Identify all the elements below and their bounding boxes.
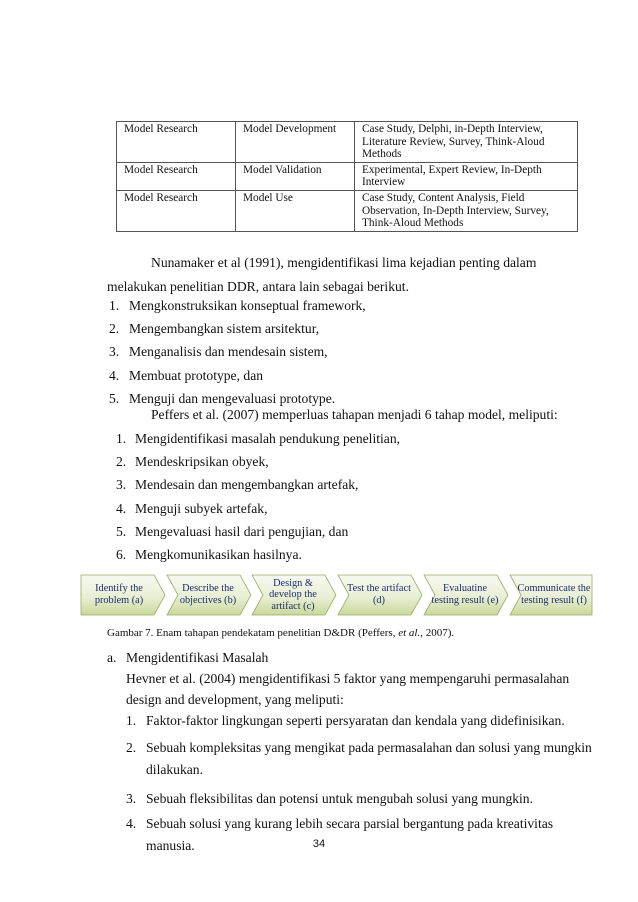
page-number: 34 (312, 838, 326, 850)
list-item (126, 791, 533, 807)
list-item-text: Mengembangkan sistem arsitektur, (129, 321, 320, 337)
table-cell: Model Research (117, 122, 236, 163)
list-item-text: Sebuah fleksibilitas dan potensi untuk mengubah solusi yang mungkin. (146, 791, 534, 806)
list-item (116, 454, 269, 470)
list-item-text: Faktor-faktor lingkungan seperti persyaratan dan kendala yang didefinisikan. (146, 713, 565, 728)
list-item-text: Menguji subyek artefak, (135, 500, 268, 516)
list-item-text: Mendesain dan mengembangkan artefak, (135, 477, 359, 493)
process-flow-diagram (80, 570, 600, 620)
process-step-label: Test the artifact (d) (347, 583, 411, 606)
list-item-number: 1. (126, 713, 137, 728)
caption-italic: et al. (398, 627, 421, 639)
table-cell: Experimental, Expert Review, In-Depth Interview (355, 162, 578, 190)
section-a-line2: design and development, yang meliputi: (126, 692, 344, 707)
list-item-text: Menganalisis dan mendesain sistem, (129, 344, 328, 360)
process-step (251, 570, 337, 620)
section-a-label: a. (107, 650, 117, 665)
table-cell: Model Development (236, 122, 355, 163)
table-cell: Model Research (117, 190, 236, 231)
list-item (116, 431, 400, 447)
table-cell: Model Use (236, 190, 355, 231)
caption-prefix: Gambar 7. Enam tahapan pendekatam penelitian D&DR (Peffers, (107, 627, 399, 639)
list-item-number: 1. (116, 431, 127, 446)
table-cell: Case Study, Delphi, in-Depth Interview, Literature Review, Survey, Think-Aloud Methods (355, 122, 578, 163)
process-step-label: Design & develop the artifact (c) (269, 577, 317, 612)
list-item-continuation: manusia. (146, 838, 195, 853)
table-cell: Model Validation (236, 162, 355, 190)
section-a-line1: Hevner et al. (2004) mengidentifikasi 5 faktor yang mempengaruhi permasalahan (126, 671, 570, 686)
table-row (117, 122, 578, 163)
list-item-text: Membuat prototype, dan (129, 367, 264, 383)
list-item-number: 6. (116, 547, 127, 562)
list-item (116, 501, 268, 517)
table-cell: Case Study, Content Analysis, Field Observation, In-Depth Interview, Survey, Think-Aloud Methods (355, 190, 578, 231)
process-step-label: Communicate the testing result (f) (517, 583, 591, 606)
list-item-continuation: dilakukan. (146, 762, 204, 777)
process-step-label: Identify the problem (a) (94, 583, 144, 606)
list-item (126, 816, 553, 832)
process-step (80, 570, 166, 620)
section-a-heading (107, 650, 268, 666)
list-item-number: 4. (109, 367, 120, 383)
caption-suffix: , 2007). (420, 627, 455, 639)
list-item-text: Mengkonstruksikan konseptual framework, (129, 298, 366, 313)
section-a-title: Mengidentifikasi Masalah (126, 650, 269, 665)
process-step (337, 570, 423, 620)
process-step (509, 570, 595, 620)
list-item-number: 2. (116, 454, 127, 470)
list-item (116, 524, 348, 540)
list-item-number: 1. (109, 298, 120, 313)
list-item-number: 3. (126, 791, 137, 806)
list-item (116, 477, 358, 493)
paragraph-nunamaker-line1: Nunamaker et al (1991), mengidentifikasi lima kejadian penting dalam (151, 255, 537, 270)
paragraph-nunamaker-line2: melakukan penelitian DDR, antara lain sebagai berikut. (107, 279, 409, 294)
list-item (109, 344, 328, 360)
list-item-text: Mengevaluasi hasil dari pengujian, dan (135, 523, 349, 539)
list-item (109, 321, 319, 337)
list-item-number: 4. (126, 816, 137, 831)
list-item-number: 5. (116, 523, 127, 539)
list-item-text: Menguji dan mengevaluasi prototype. (129, 390, 336, 406)
table-row (117, 162, 578, 190)
methods-table (116, 121, 578, 232)
process-step-label: Evaluatine testing result (e) (431, 583, 499, 606)
list-item-text: Sebuah kompleksitas yang mengikat pada permasalahan dan solusi yang mungkin (146, 740, 592, 755)
list-item (126, 713, 565, 729)
list-item-number: 2. (126, 740, 137, 755)
list-item (116, 547, 302, 563)
list-item-text: Mendeskripsikan obyek, (135, 454, 269, 470)
table-cell: Model Research (117, 162, 236, 190)
process-step-label: Describe the objectives (b) (179, 583, 237, 606)
list-item-text: Mengidentifikasi masalah pendukung penelitian, (135, 431, 401, 446)
list-item-number: 3. (109, 344, 120, 360)
list-item (109, 298, 366, 314)
process-step (166, 570, 252, 620)
list-item-number: 5. (109, 390, 120, 406)
process-step (423, 570, 509, 620)
list-item (109, 391, 335, 407)
list-item-number: 3. (116, 477, 127, 493)
paragraph-peffers: Peffers et al. (2007) memperluas tahapan menjadi 6 tahap model, meliputi: (151, 407, 558, 422)
list-item-text: Mengkomunikasikan hasilnya. (135, 547, 302, 562)
table-row (117, 190, 578, 231)
list-item-number: 4. (116, 500, 127, 516)
list-item (126, 740, 592, 756)
list-item (109, 368, 263, 384)
list-item-number: 2. (109, 321, 120, 337)
figure-caption (107, 627, 454, 639)
list-item-text: Sebuah solusi yang kurang lebih secara parsial bergantung pada kreativitas (146, 816, 554, 831)
